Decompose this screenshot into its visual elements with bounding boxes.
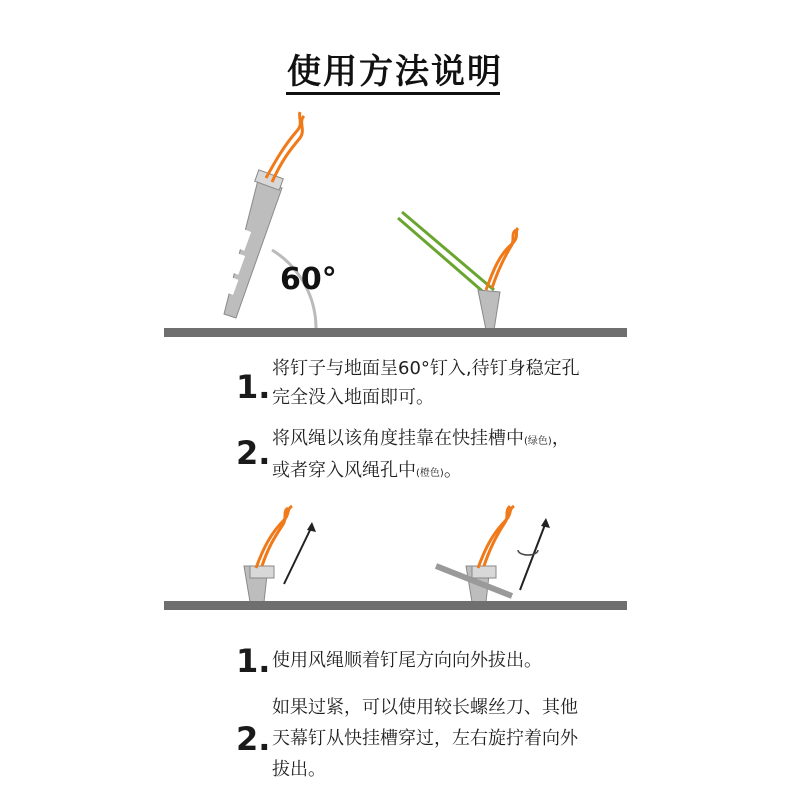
step-line-main: 将风绳以该角度挂靠在快挂槽中 bbox=[272, 428, 524, 449]
step-line: 完全没入地面即可。 bbox=[272, 387, 434, 408]
step-text bbox=[272, 646, 632, 675]
step-text bbox=[272, 424, 632, 488]
color-note-green: (绿色) bbox=[524, 436, 552, 447]
step-text bbox=[272, 354, 632, 412]
step-line: 使用风绳顺着钉尾方向向外拔出。 bbox=[272, 650, 542, 671]
step-text bbox=[272, 692, 632, 785]
step-number: 1. bbox=[236, 642, 271, 680]
step-number: 1. bbox=[236, 368, 271, 406]
step-number: 2. bbox=[236, 434, 271, 472]
step-line bbox=[272, 424, 632, 456]
ground-line-top bbox=[164, 328, 627, 337]
step-line-main: 或者穿入风绳孔中 bbox=[272, 460, 416, 481]
section1-step-2 bbox=[236, 424, 632, 488]
step-line: 如果过紧，可以使用较长螺丝刀、其他 bbox=[272, 697, 578, 718]
section1-step-1 bbox=[236, 354, 632, 412]
step-line: 拔出。 bbox=[272, 759, 326, 780]
step-line-tail: 。 bbox=[443, 460, 462, 481]
page-title: 使用方法说明 bbox=[287, 52, 503, 92]
step-line-tail: ， bbox=[551, 428, 570, 449]
screwdriver-twist-illustration bbox=[436, 506, 550, 602]
angle-label: 60° bbox=[280, 262, 337, 297]
step-number: 2. bbox=[236, 720, 271, 758]
step-line: 天幕钉从快挂槽穿过，左右旋拧着向外 bbox=[272, 728, 578, 749]
step-line: 将钉子与地面呈60°钉入,待钉身稳定孔 bbox=[272, 358, 580, 379]
ground-line-bottom bbox=[164, 601, 627, 610]
color-note-orange: (橙色) bbox=[416, 468, 444, 479]
section2-step-2 bbox=[236, 692, 632, 785]
section2-step-1 bbox=[236, 642, 632, 680]
stake-pull-out-illustration bbox=[244, 506, 316, 602]
guyline-slot-illustration bbox=[398, 212, 518, 330]
step-line bbox=[272, 456, 632, 488]
